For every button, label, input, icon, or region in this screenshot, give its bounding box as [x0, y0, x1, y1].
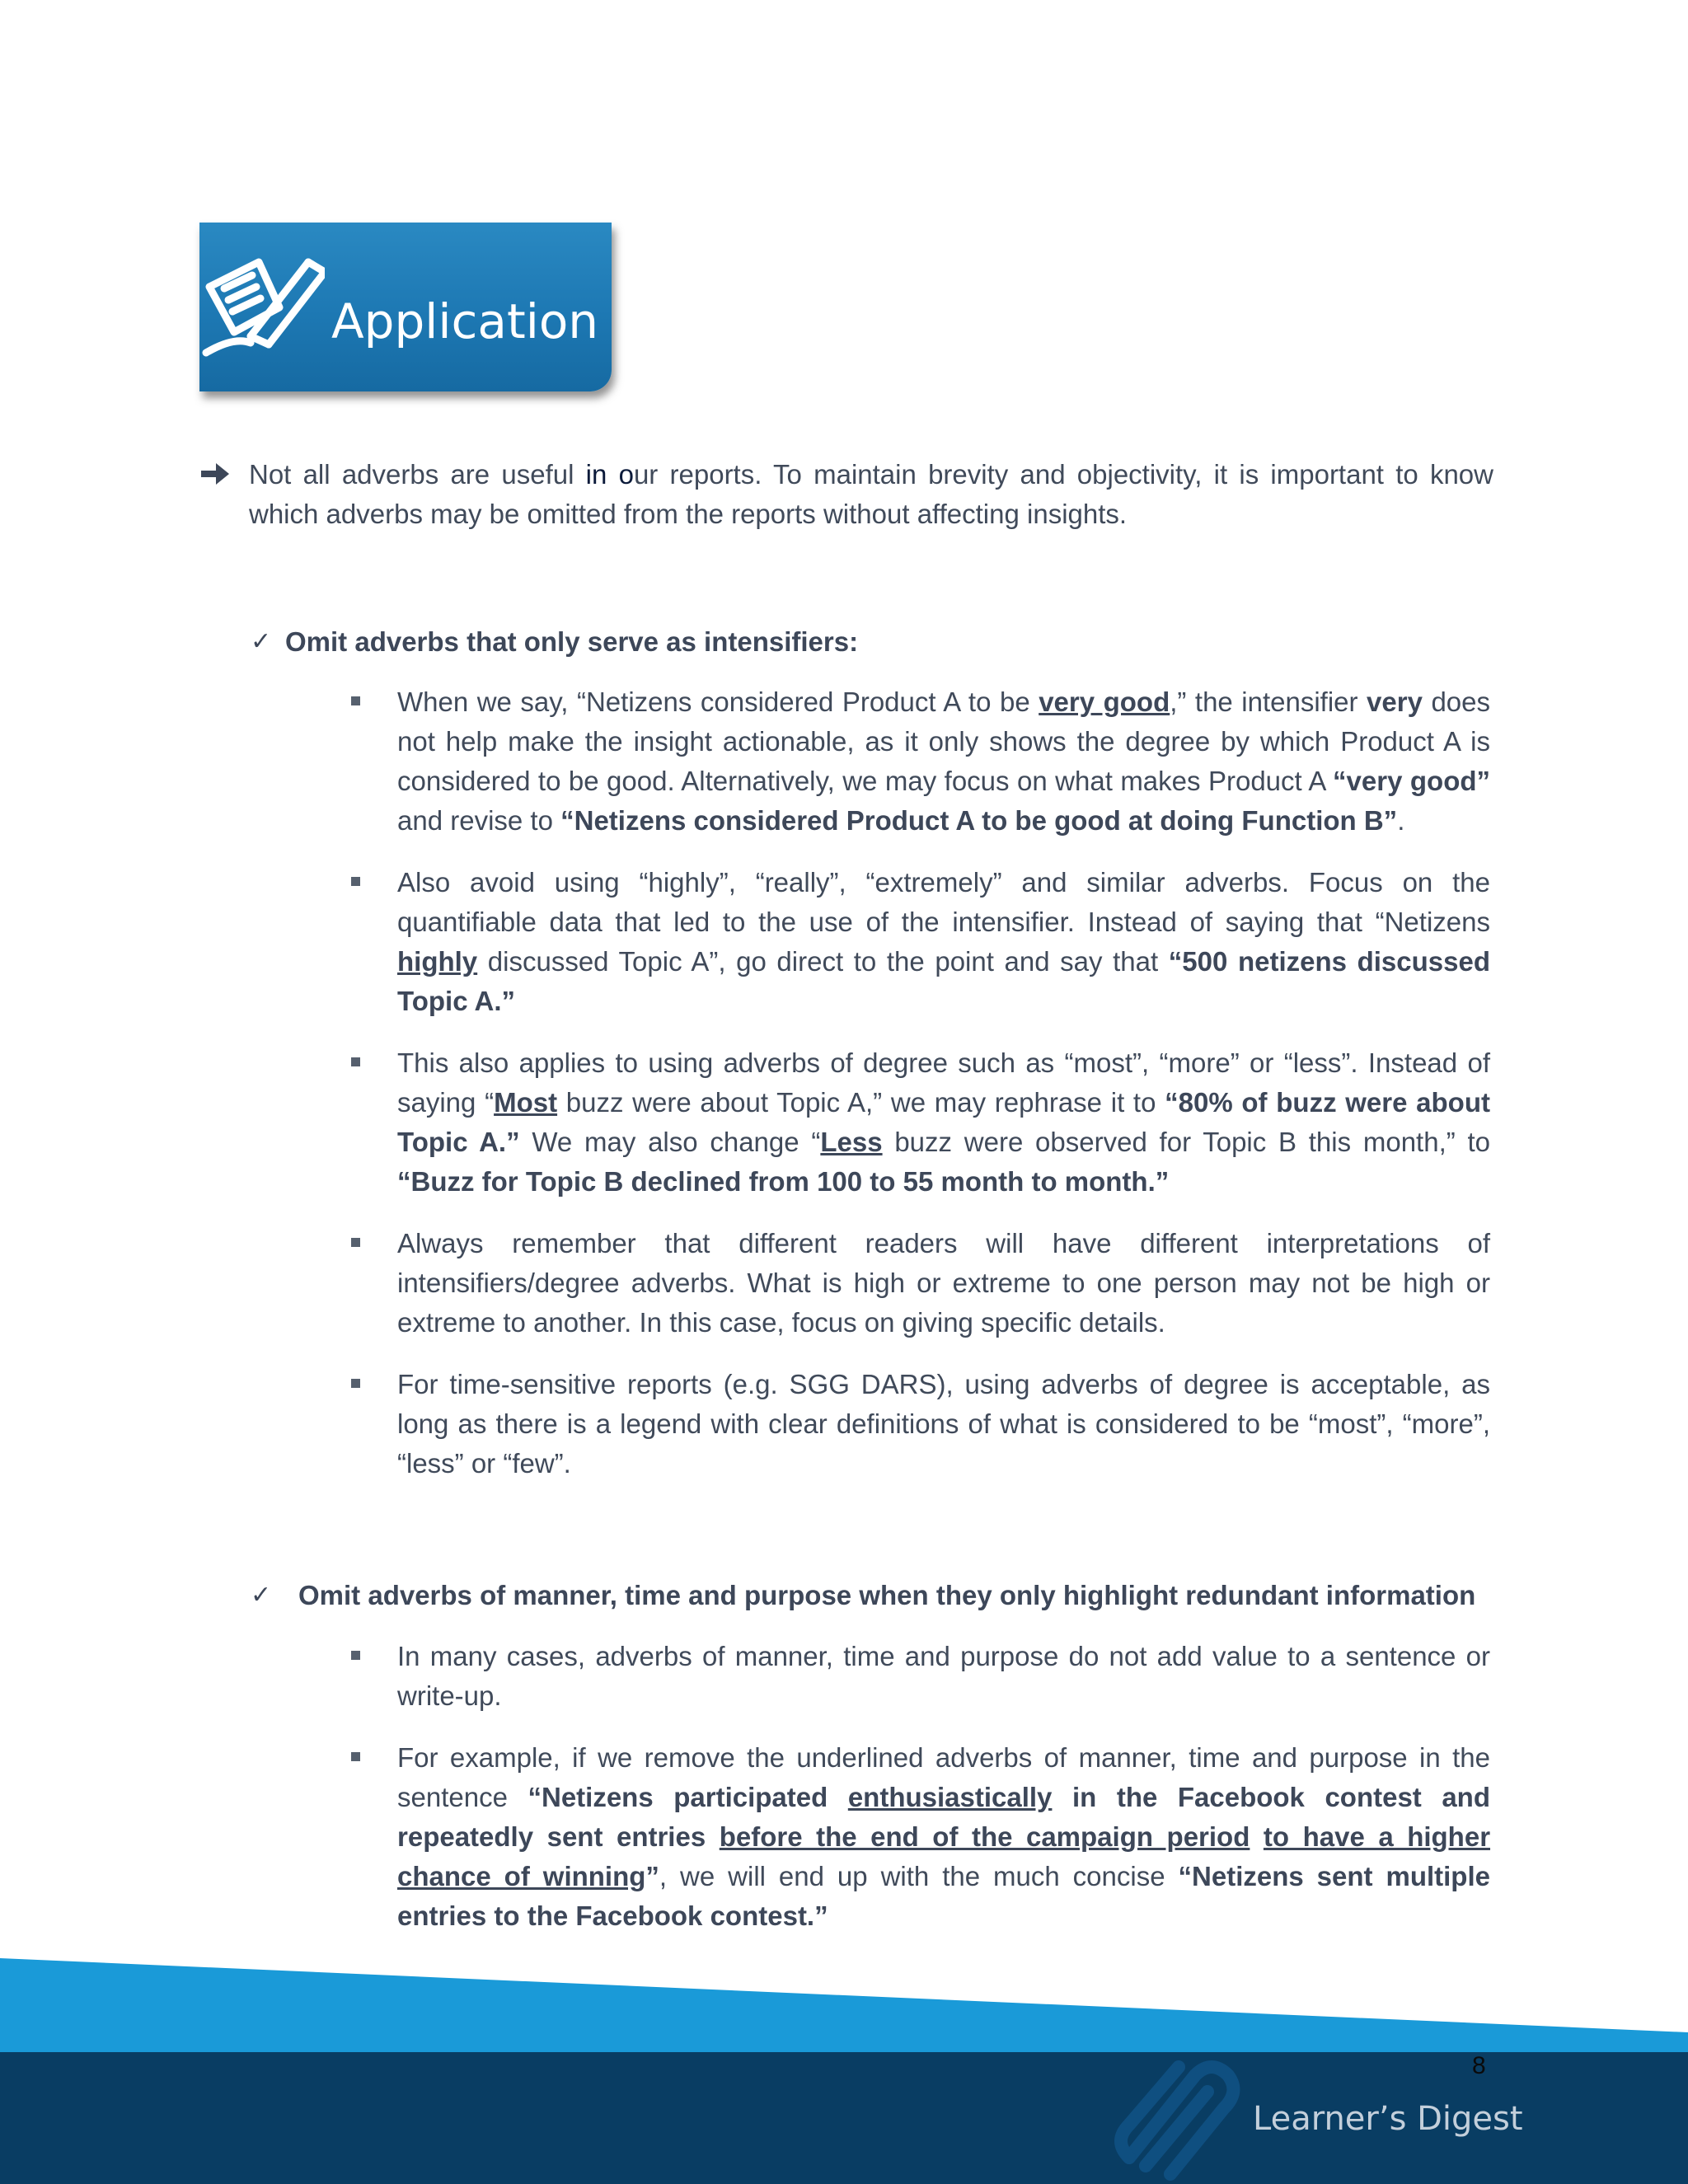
- paperclip-logo-icon: [1104, 2050, 1245, 2182]
- item-text: discussed Topic A”, go direct to the point and say that: [477, 946, 1169, 977]
- list-item: [397, 1637, 1490, 1716]
- item-text: For example, if we remove the underlined adverbs of manner, time and purpose in the sentence: [397, 1742, 1490, 1812]
- intro-text: [249, 455, 1493, 534]
- list-item: [397, 682, 1490, 841]
- item-text: Also avoid using “highly”, “really”, “extremely” and similar adverbs. Focus on the quantifiable data that led to the use of the intensifier. Instead of saying that “Netizens: [397, 867, 1490, 937]
- list-item: [397, 1043, 1490, 1202]
- item-text: This also applies to using adverbs of degree such as “most”, “more” or “less”. Instead of saying “: [397, 1047, 1490, 1118]
- application-banner: [199, 223, 612, 391]
- list-item: [397, 863, 1490, 1021]
- item-text: Always remember that different readers will have different interpretations of intensifiers/degree adverbs. What is high or extreme to one person may not be high or extreme to another. In this case, focus on giving specific details.: [397, 1228, 1490, 1338]
- item-text: , we will end up with the much concise: [659, 1861, 1179, 1891]
- bold-text: “80% of buzz were about Topic A.”: [397, 1087, 1490, 1157]
- bold-text: “500 netizens discussed Topic A.”: [397, 946, 1490, 1016]
- square-bullet-icon: [351, 696, 360, 705]
- banner-title: Application: [331, 293, 599, 349]
- section1-heading: [251, 622, 858, 662]
- bold-text: [1250, 1821, 1264, 1852]
- bold-text: “very good”: [1333, 766, 1491, 796]
- underlined-bold-text: highly: [397, 946, 478, 977]
- footer-band: [0, 1953, 1688, 2184]
- square-bullet-icon: [351, 1752, 360, 1761]
- bold-text: very: [1367, 687, 1423, 717]
- item-text: In many cases, adverbs of manner, time and purpose do not add value to a sentence or write-up.: [397, 1641, 1490, 1711]
- item-text: buzz were observed for Topic B this month,” to: [882, 1127, 1490, 1157]
- underlined-bold-text: before the end of the campaign period: [719, 1821, 1250, 1852]
- item-text: ,” the intensifier: [1170, 687, 1367, 717]
- item-text: buzz were about Topic A,” we may rephrase it to: [557, 1087, 1165, 1118]
- section2-list: [346, 1637, 1490, 1958]
- bold-text: “Netizens participated: [528, 1782, 848, 1812]
- bold-text: ”: [645, 1861, 659, 1891]
- bold-text: “Netizens sent multiple entries to the Facebook contest.”: [397, 1861, 1490, 1931]
- section2-heading: [251, 1576, 1475, 1615]
- square-bullet-icon: [351, 877, 360, 886]
- item-text: .: [1397, 805, 1405, 836]
- bold-text: “Buzz for Topic B declined from 100 to 55 month to month.”: [397, 1166, 1170, 1197]
- intro-text-a: Not all adverbs are useful: [249, 459, 586, 490]
- underlined-bold-text: enthusiastically: [847, 1782, 1053, 1812]
- item-text: and revise to: [397, 805, 561, 836]
- underlined-bold-text: Most: [494, 1087, 558, 1118]
- underlined-bold-text: Less: [820, 1127, 883, 1157]
- section2-heading-text: Omit adverbs of manner, time and purpose when they only highlight redundant information: [298, 1580, 1476, 1610]
- page-number: 8: [1472, 2052, 1486, 2079]
- item-text: We may also change “: [519, 1127, 821, 1157]
- checkmark-icon: ✓: [251, 1582, 272, 1609]
- list-item: [397, 1224, 1490, 1343]
- document-pen-icon: [201, 237, 325, 386]
- underlined-bold-text: to have a higher chance of winning: [397, 1821, 1491, 1891]
- list-item: [397, 1738, 1490, 1936]
- list-item: [397, 1365, 1490, 1483]
- footer-brand: Learner’s Digest: [1253, 2100, 1523, 2138]
- item-text: When we say, “Netizens considered Product A to be: [397, 687, 1039, 717]
- arrow-right-icon: [199, 458, 231, 490]
- square-bullet-icon: [351, 1057, 360, 1066]
- intro-text-c: ur reports. To maintain brevity and objectivity, it is important to know which adverbs may be omitted from the reports without affecting insights.: [249, 459, 1493, 529]
- checkmark-icon: ✓: [251, 628, 272, 655]
- section1-list: [346, 682, 1490, 1506]
- section1-heading-text: Omit adverbs that only serve as intensifiers:: [285, 626, 859, 657]
- square-bullet-icon: [351, 1651, 360, 1660]
- bold-text: “Netizens considered Product A to be good at doing Function B”: [560, 805, 1398, 836]
- item-text: For time-sensitive reports (e.g. SGG DARS), using adverbs of degree is acceptable, as long as there is a legend with clear definitions of what is considered to be “most”, “more”, “less” or “few”.: [397, 1369, 1490, 1479]
- square-bullet-icon: [351, 1238, 360, 1247]
- square-bullet-icon: [351, 1379, 360, 1388]
- bold-text: in the Facebook contest and repeatedly sent entries: [397, 1782, 1491, 1852]
- intro-text-b: in o: [585, 459, 634, 490]
- underlined-bold-text: very good: [1039, 687, 1170, 717]
- item-text: does not help make the insight actionable, as it only shows the degree by which Product A is considered to be good. Alternatively, we may focus on what makes Product A: [397, 687, 1491, 796]
- intro-paragraph: [199, 455, 1493, 534]
